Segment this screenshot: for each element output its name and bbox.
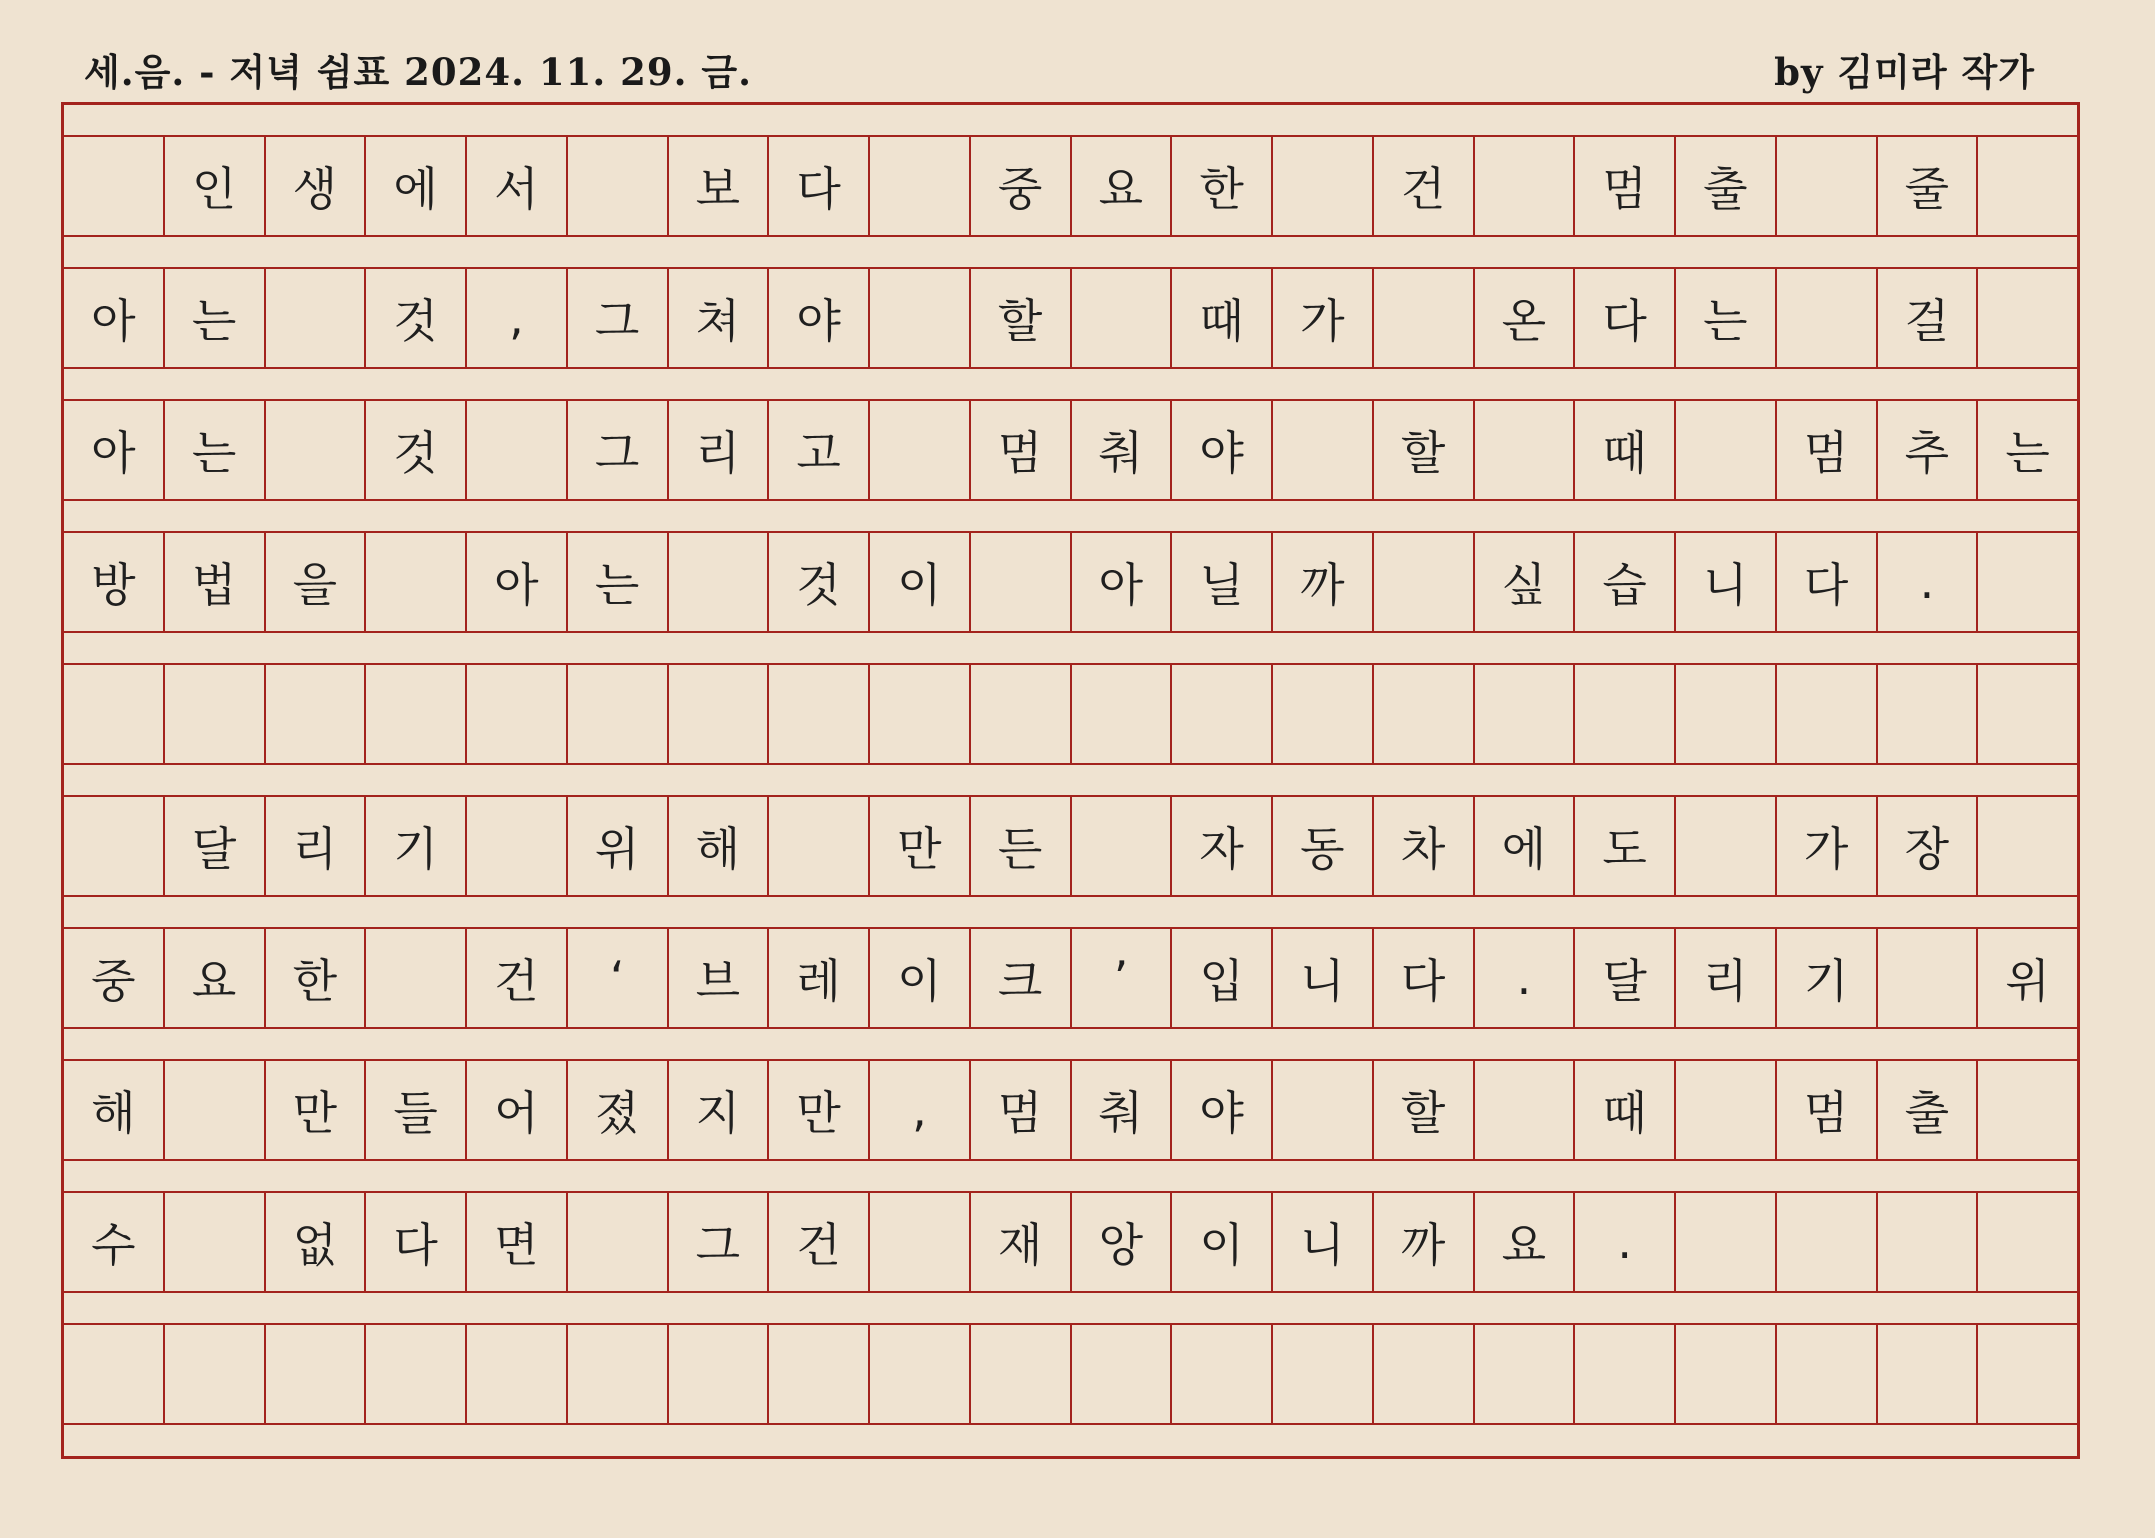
grid-cell: 다 [1777, 533, 1878, 631]
grid-cell: 다 [366, 1193, 467, 1291]
grid-cell: 아 [467, 533, 568, 631]
grid-cell: 법 [165, 533, 266, 631]
grid-cell: 멈 [1777, 401, 1878, 499]
grid-cell: . [1575, 1193, 1676, 1291]
grid-cell: 때 [1172, 269, 1273, 367]
grid-cell: 할 [971, 269, 1072, 367]
grid-cell: 요 [1475, 1193, 1576, 1291]
grid-row [64, 533, 2077, 633]
grid-row [64, 1061, 2077, 1161]
grid-cell: 자 [1172, 797, 1273, 895]
grid-cell [1676, 1325, 1777, 1423]
grid-cell: 요 [1072, 137, 1173, 235]
grid-cell [1374, 1325, 1475, 1423]
grid-cell: 니 [1676, 533, 1777, 631]
grid-cell [1777, 1193, 1878, 1291]
grid-cell [266, 269, 367, 367]
grid-cell: 닐 [1172, 533, 1273, 631]
grid-cell [64, 665, 165, 763]
grid-cell: 할 [1374, 401, 1475, 499]
grid-cell: 까 [1273, 533, 1374, 631]
manuscript-grid [64, 105, 2077, 1425]
grid-cell: 습 [1575, 533, 1676, 631]
row-gap [64, 501, 2077, 533]
grid-cell: 인 [165, 137, 266, 235]
grid-cell [64, 137, 165, 235]
grid-cell [1978, 665, 2077, 763]
grid-cell [769, 665, 870, 763]
grid-row [64, 929, 2077, 1029]
grid-cell: , [870, 1061, 971, 1159]
grid-cell: 멈 [971, 1061, 1072, 1159]
grid-cell [1273, 665, 1374, 763]
grid-cell [1273, 1061, 1374, 1159]
grid-cell [1072, 665, 1173, 763]
grid-cell [568, 665, 669, 763]
header-author: by 김미라 작가 [1774, 50, 2035, 94]
grid-cell [1475, 1061, 1576, 1159]
grid-cell: 때 [1575, 401, 1676, 499]
grid-cell [1777, 269, 1878, 367]
grid-cell [467, 665, 568, 763]
grid-cell: 그 [669, 1193, 770, 1291]
grid-cell [1172, 1325, 1273, 1423]
grid-cell: 레 [769, 929, 870, 1027]
grid-cell: 동 [1273, 797, 1374, 895]
grid-cell [366, 1325, 467, 1423]
grid-cell: 멈 [1575, 137, 1676, 235]
grid-cell: 위 [2005, 954, 2050, 1008]
grid-cell [1777, 137, 1878, 235]
grid-cell: 보 [669, 137, 770, 235]
grid-cell: 위 [568, 797, 669, 895]
grid-cell [1273, 137, 1374, 235]
grid-cell: 만 [870, 797, 971, 895]
grid-cell [1072, 269, 1173, 367]
grid-cell: 중 [64, 929, 165, 1027]
grid-cell: 차 [1374, 797, 1475, 895]
grid-cell: ‘ [568, 929, 669, 1027]
grid-cell: 면 [467, 1193, 568, 1291]
grid-cell [870, 269, 971, 367]
grid-cell: 고 [769, 401, 870, 499]
grid-row [64, 269, 2077, 369]
grid-cell [1676, 1061, 1777, 1159]
grid-cell [1676, 1193, 1777, 1291]
grid-row [64, 1325, 2077, 1425]
grid-cell [870, 665, 971, 763]
grid-cell: 아 [64, 269, 165, 367]
grid-cell [266, 665, 367, 763]
grid-cell: 는 [2005, 426, 2050, 480]
grid-cell [971, 665, 1072, 763]
grid-cell: 까 [1374, 1193, 1475, 1291]
grid-cell: 것 [366, 269, 467, 367]
grid-cell: 생 [266, 137, 367, 235]
grid-cell: 기 [1777, 929, 1878, 1027]
grid-cell: 을 [266, 533, 367, 631]
grid-cell [1374, 665, 1475, 763]
grid-cell: , [467, 269, 568, 367]
grid-cell: 리 [266, 797, 367, 895]
grid-cell: 다 [1575, 269, 1676, 367]
grid-cell [669, 665, 770, 763]
grid-cell: 브 [669, 929, 770, 1027]
grid-cell: 건 [467, 929, 568, 1027]
grid-cell: 온 [1475, 269, 1576, 367]
grid-cell [870, 1325, 971, 1423]
grid-cell [1475, 665, 1576, 763]
grid-cell [769, 1325, 870, 1423]
grid-cell [1072, 1325, 1173, 1423]
grid-cell: 해 [64, 1061, 165, 1159]
grid-cell: 추 [1878, 401, 1979, 499]
grid-cell: 다 [769, 137, 870, 235]
grid-cell [1978, 1325, 2077, 1423]
grid-cell: 야 [1172, 401, 1273, 499]
grid-cell [1978, 533, 2077, 631]
row-gap [64, 633, 2077, 665]
grid-cell [467, 401, 568, 499]
grid-cell: 이 [1172, 1193, 1273, 1291]
grid-cell [1676, 797, 1777, 895]
grid-cell: 걸 [1878, 269, 1979, 367]
grid-cell: 크 [971, 929, 1072, 1027]
grid-cell: . [1878, 533, 1979, 631]
grid-cell [165, 1325, 266, 1423]
grid-cell [266, 1325, 367, 1423]
grid-cell: 는 [568, 533, 669, 631]
grid-cell: 요 [165, 929, 266, 1027]
grid-cell [1575, 1325, 1676, 1423]
row-gap [64, 369, 2077, 401]
grid-cell: 앙 [1072, 1193, 1173, 1291]
grid-cell [467, 797, 568, 895]
grid-cell [769, 797, 870, 895]
grid-cell [467, 1325, 568, 1423]
grid-row [64, 797, 2077, 897]
grid-cell: 장 [1878, 797, 1979, 895]
grid-cell: 니 [1273, 929, 1374, 1027]
grid-cell: 중 [971, 137, 1072, 235]
grid-cell [1978, 1061, 2077, 1159]
grid-cell [870, 401, 971, 499]
grid-cell [1172, 665, 1273, 763]
grid-cell: . [1475, 929, 1576, 1027]
grid-cell: 가 [1777, 797, 1878, 895]
grid-cell [971, 533, 1072, 631]
grid-cell [1374, 269, 1475, 367]
grid-cell: 다 [1374, 929, 1475, 1027]
row-gap [64, 237, 2077, 269]
grid-cell: 달 [1575, 929, 1676, 1027]
grid-cell [1273, 1325, 1374, 1423]
grid-row [64, 665, 2077, 765]
grid-cell: 것 [769, 533, 870, 631]
grid-cell [1676, 401, 1777, 499]
grid-cell: 줄 [1878, 137, 1979, 235]
grid-cell [1575, 665, 1676, 763]
grid-cell: 졌 [568, 1061, 669, 1159]
row-gap [64, 1029, 2077, 1061]
grid-cell [1777, 1325, 1878, 1423]
grid-cell [1072, 797, 1173, 895]
grid-cell [1978, 797, 2077, 895]
grid-cell: 멈 [1777, 1061, 1878, 1159]
grid-cell [1273, 401, 1374, 499]
grid-cell: 야 [1172, 1061, 1273, 1159]
grid-cell [870, 1193, 971, 1291]
grid-cell: 건 [769, 1193, 870, 1291]
grid-cell: 멈 [971, 401, 1072, 499]
grid-row [64, 137, 2077, 237]
row-gap [64, 105, 2077, 137]
row-gap [64, 1161, 2077, 1193]
grid-cell [165, 665, 266, 763]
grid-cell: 야 [769, 269, 870, 367]
grid-cell: 할 [1374, 1061, 1475, 1159]
grid-cell: 건 [1374, 137, 1475, 235]
grid-cell: 는 [165, 401, 266, 499]
grid-cell: 그 [568, 269, 669, 367]
grid-cell: 것 [366, 401, 467, 499]
manuscript-sheet [61, 102, 2080, 1459]
grid-cell [568, 137, 669, 235]
grid-cell: 니 [1273, 1193, 1374, 1291]
grid-cell [1475, 1325, 1576, 1423]
grid-cell: 든 [971, 797, 1072, 895]
grid-cell: 만 [769, 1061, 870, 1159]
grid-cell [1878, 929, 1979, 1027]
grid-cell [366, 665, 467, 763]
grid-cell: 싶 [1475, 533, 1576, 631]
grid-cell [1777, 665, 1878, 763]
grid-cell: 만 [266, 1061, 367, 1159]
row-gap [64, 897, 2077, 929]
grid-cell: 해 [669, 797, 770, 895]
grid-cell [1878, 1193, 1979, 1291]
grid-cell [1374, 533, 1475, 631]
grid-cell: 한 [266, 929, 367, 1027]
grid-cell [669, 1325, 770, 1423]
grid-cell [971, 1325, 1072, 1423]
grid-cell [669, 533, 770, 631]
grid-cell [366, 533, 467, 631]
grid-cell: 출 [1878, 1061, 1979, 1159]
grid-cell: 때 [1575, 1061, 1676, 1159]
grid-cell: 방 [64, 533, 165, 631]
grid-cell: 들 [366, 1061, 467, 1159]
grid-cell: 재 [971, 1193, 1072, 1291]
grid-row [64, 1193, 2077, 1293]
grid-cell: 에 [1475, 797, 1576, 895]
grid-cell [1475, 137, 1576, 235]
grid-cell [1978, 1193, 2077, 1291]
grid-row [64, 401, 2077, 501]
grid-cell: 기 [366, 797, 467, 895]
row-gap [64, 1293, 2077, 1325]
grid-cell: 가 [1273, 269, 1374, 367]
grid-cell [366, 929, 467, 1027]
grid-cell: ’ [1072, 929, 1173, 1027]
grid-cell: 도 [1575, 797, 1676, 895]
grid-cell: 그 [568, 401, 669, 499]
grid-cell [568, 1193, 669, 1291]
header-title: 세.음. - 저녁 쉼표 2024. 11. 29. 금. [84, 50, 752, 94]
grid-cell [1978, 137, 2077, 235]
grid-cell: 입 [1172, 929, 1273, 1027]
grid-cell [165, 1193, 266, 1291]
grid-cell [1878, 1325, 1979, 1423]
grid-cell [1978, 269, 2077, 367]
grid-cell: 는 [1676, 269, 1777, 367]
grid-cell: 서 [467, 137, 568, 235]
grid-cell: 이 [870, 929, 971, 1027]
grid-cell: 리 [669, 401, 770, 499]
grid-cell: 출 [1676, 137, 1777, 235]
grid-cell: 리 [1676, 929, 1777, 1027]
grid-cell [266, 401, 367, 499]
grid-cell [1878, 665, 1979, 763]
grid-cell: 에 [366, 137, 467, 235]
grid-cell [64, 797, 165, 895]
grid-cell [1676, 665, 1777, 763]
row-gap [64, 765, 2077, 797]
grid-cell: 이 [870, 533, 971, 631]
grid-cell: 어 [467, 1061, 568, 1159]
grid-cell: 달 [165, 797, 266, 895]
grid-cell: 지 [669, 1061, 770, 1159]
grid-cell: 없 [266, 1193, 367, 1291]
grid-cell [1475, 401, 1576, 499]
grid-cell: 한 [1172, 137, 1273, 235]
grid-cell: 아 [64, 401, 165, 499]
grid-cell: 아 [1072, 533, 1173, 631]
grid-cell [165, 1061, 266, 1159]
grid-cell: 춰 [1072, 401, 1173, 499]
grid-cell: 는 [165, 269, 266, 367]
grid-cell: 쳐 [669, 269, 770, 367]
grid-cell: 수 [64, 1193, 165, 1291]
grid-cell [870, 137, 971, 235]
grid-cell: 춰 [1072, 1061, 1173, 1159]
grid-cell [64, 1325, 165, 1423]
grid-cell [568, 1325, 669, 1423]
